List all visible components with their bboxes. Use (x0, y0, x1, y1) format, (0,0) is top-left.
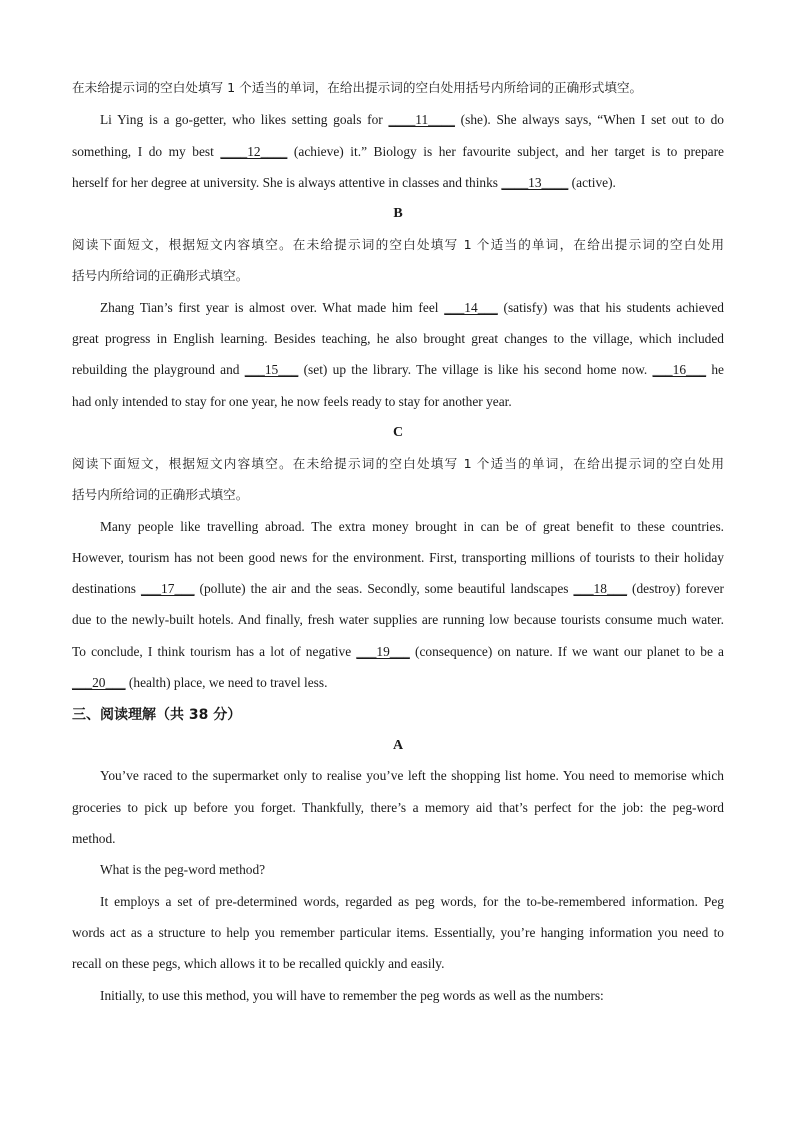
section-b-label: B (393, 206, 403, 221)
instruction-line: 在未给提示词的空白处填写 1 个适当的单词，在给出提示词的空白处用括号内所给词的正确形式填空。 (72, 80, 643, 95)
section-b-instruction-2: 括号内所给词的正确形式填空。 (72, 268, 249, 283)
part-three-heading: 三、阅读理解（共 38 分） (72, 707, 242, 723)
reading-a-p3-line-2: words act as a structure to help you remember particular items. Essentially, you’re hanging information you need to (72, 925, 724, 940)
passage-b-line-2: great progress in English learning. Besides teaching, he also brought great changes to the village, which included (72, 331, 724, 346)
passage-c-line-2: However, tourism has not been good news for the environment. First, transporting millions of tourists to their holiday (72, 550, 724, 565)
section-c-instruction-2: 括号内所给词的正确形式填空。 (72, 487, 249, 502)
passage-b-line-3: rebuilding the playground and ___15___ (set) up the library. The village is like his second home now. ___16___ he (72, 362, 724, 377)
blank-11[interactable]: ____11____ (388, 112, 455, 127)
passage-c-line-5: To conclude, I think tourism has a lot of negative ___19___ (consequence) on nature. If we want our planet to be a (72, 644, 724, 659)
reading-a-label: A (392, 738, 404, 753)
reading-a-p1-line-1: You’ve raced to the supermarket only to realise you’ve left the shopping list home. You need to memorise which (100, 768, 724, 783)
blank-17[interactable]: ___17___ (140, 581, 195, 596)
passage-b-line-1: Zhang Tian’s first year is almost over. What made him feel ___14___ (satisfy) was that his students achieved (100, 300, 724, 315)
blank-13[interactable]: ____13____ (501, 175, 569, 190)
reading-a-p3-line-1: It employs a set of pre-determined words, regarded as peg words, for the to-be-remembered information. Peg (100, 894, 724, 909)
blank-20[interactable]: ___20___ (72, 675, 126, 690)
reading-a-p2: What is the peg-word method? (100, 862, 266, 877)
passage-c-line-4: due to the newly-built hotels. And finally, fresh water supplies are running low because tourists consume much water. (72, 612, 724, 627)
blank-18[interactable]: ___18___ (573, 581, 628, 596)
blank-16[interactable]: ___16___ (652, 362, 707, 377)
passage-c-line-6: ___20___ (health) place, we need to travel less. (72, 675, 328, 690)
section-c-instruction-1: 阅读下面短文，根据短文内容填空。在未给提示词的空白处填写 1 个适当的单词，在给出提示词的空白处用 (72, 456, 724, 471)
section-b-instruction-1: 阅读下面短文，根据短文内容填空。在未给提示词的空白处填写 1 个适当的单词，在给出提示词的空白处用 (72, 237, 724, 252)
reading-a-p3-line-3: recall on these pegs, which allows it to be recalled quickly and easily. (72, 956, 445, 971)
blank-19[interactable]: ___19___ (356, 644, 410, 659)
passage-c-line-1: Many people like travelling abroad. The extra money brought in can be of great benefit to these countries. (100, 519, 724, 534)
passage-a-line-2: something, I do my best ____12____ (achieve) it.” Biology is her favourite subject, and her target is to prepare (72, 144, 724, 159)
passage-c-line-3: destinations ___17___ (pollute) the air and the seas. Secondly, some beautiful landscapes ___18___ (destroy) forever (72, 581, 724, 596)
passage-a-line-1: Li Ying is a go-getter, who likes setting goals for ____11____ (she). She always says, “When I set out to do (100, 112, 724, 127)
blank-12[interactable]: ____12____ (220, 144, 288, 159)
reading-a-p1-line-2: groceries to pick up before you forget. Thankfully, there’s a memory aid that’s perfect for the job: the peg-word (72, 800, 724, 815)
passage-a-line-3: herself for her degree at university. She is always attentive in classes and thinks ____13____ (active). (72, 175, 616, 190)
blank-14[interactable]: ___14___ (444, 300, 498, 315)
section-c-label: C (392, 425, 404, 440)
passage-b-line-4: had only intended to stay for one year, he now feels ready to stay for another year. (72, 394, 512, 409)
blank-15[interactable]: ___15___ (244, 362, 299, 377)
reading-a-p4: Initially, to use this method, you will have to remember the peg words as well as the numbers: (100, 988, 604, 1003)
reading-a-p1-line-3: method. (72, 831, 116, 846)
